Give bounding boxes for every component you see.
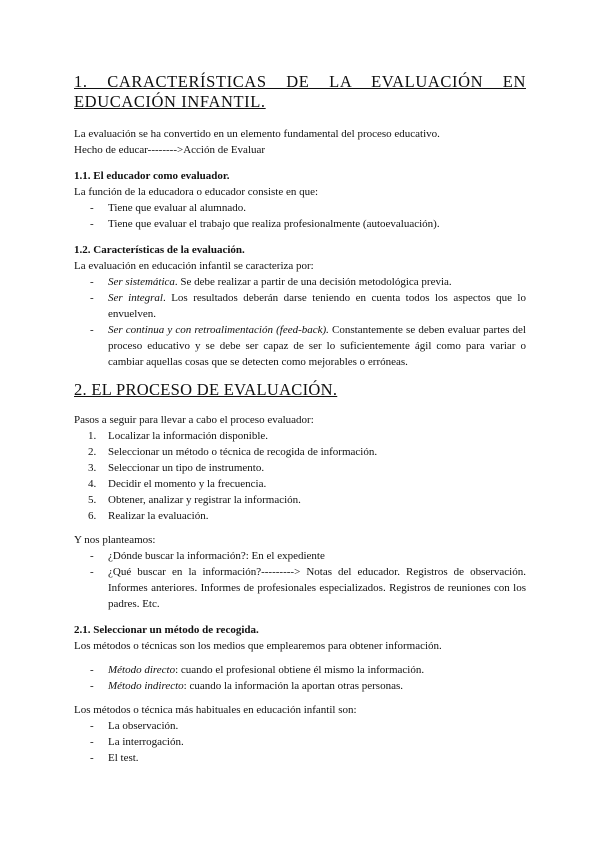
list-item: - El test. bbox=[90, 752, 139, 764]
list-item: - ¿Dónde buscar la información?: En el expediente bbox=[90, 550, 325, 562]
subsection-1-2-title: 1.2. Características de la evaluación. bbox=[74, 244, 245, 256]
list-item: 3. Seleccionar un tipo de instrumento. bbox=[88, 462, 265, 474]
section1-intro: La evaluación se ha convertido en un elemento fundamental del proceso educativo. bbox=[74, 128, 440, 140]
term: Ser sistemática bbox=[108, 276, 175, 288]
bullet-dash: - bbox=[90, 752, 94, 764]
bullet-dash: - bbox=[90, 202, 94, 214]
methods-list bbox=[74, 662, 526, 694]
bullet-dash: - bbox=[90, 680, 94, 692]
list-item: - Método directo: cuando el profesional obtiene él mismo la información. bbox=[90, 664, 425, 676]
section2-intro: Pasos a seguir para llevar a cabo el proceso evaluador: bbox=[74, 414, 314, 426]
list-item: - Ser sistemática. Se debe realizar a partir de una decisión metodológica previa. bbox=[90, 276, 452, 288]
subsection-1-1-text: La función de la educadora o educador consiste en que: bbox=[74, 186, 319, 198]
step-number: 2. bbox=[88, 446, 97, 458]
bullet-dash: - bbox=[90, 292, 94, 304]
list-item: - Tiene que evaluar al alumnado. bbox=[90, 202, 246, 214]
step-number: 4. bbox=[88, 478, 97, 490]
bullet-dash: - bbox=[90, 276, 94, 288]
list-item: 6. Realizar la evaluación. bbox=[88, 510, 209, 522]
term: Ser continua y con retroalimentación (feed-back). bbox=[108, 324, 329, 336]
list-item: 1. Localizar la información disponible. bbox=[88, 430, 269, 442]
list-item: 2. Seleccionar un método o técnica de recogida de información. bbox=[88, 446, 378, 458]
list-item: - Ser integral. Los resultados deberán darse teniendo en cuenta todos los aspectos que lo envuelven. bbox=[90, 292, 526, 320]
bullet-dash: - bbox=[90, 550, 94, 562]
step-number: 5. bbox=[88, 494, 97, 506]
step-number: 1. bbox=[88, 430, 97, 442]
step-number: 3. bbox=[88, 462, 97, 474]
section2-title: 2. EL PROCESO DE EVALUACIÓN. bbox=[74, 380, 338, 399]
list-item: - Método indirecto: cuando la información la aportan otras personas. bbox=[90, 680, 403, 692]
step-number: 6. bbox=[88, 510, 97, 522]
steps-list bbox=[74, 428, 526, 524]
subsection-2-1-text: Los métodos o técnicas son los medios que emplearemos para obtener información. bbox=[74, 640, 442, 652]
educator-list bbox=[74, 200, 526, 232]
bullet-dash: - bbox=[90, 664, 94, 676]
list-item: - Tiene que evaluar el trabajo que realiza profesionalmente (autoevaluación). bbox=[90, 218, 440, 230]
bullet-dash: - bbox=[90, 324, 94, 336]
subsection-1-2-text: La evaluación en educación infantil se caracteriza por: bbox=[74, 260, 314, 272]
list-item: 5. Obtener, analizar y registrar la información. bbox=[88, 494, 301, 506]
habitual-methods-list bbox=[74, 718, 526, 766]
questions-intro: Y nos planteamos: bbox=[74, 534, 156, 546]
term: Método directo bbox=[108, 664, 176, 676]
habitual-methods-intro: Los métodos o técnica más habituales en educación infantil son: bbox=[74, 704, 357, 716]
bullet-dash: - bbox=[90, 736, 94, 748]
bullet-dash: - bbox=[90, 566, 94, 578]
term: Ser integral bbox=[108, 292, 163, 304]
subsection-2-1-title: 2.1. Seleccionar un método de recogida. bbox=[74, 624, 259, 636]
section1-intro-2: Hecho de educar-------->Acción de Evaluar bbox=[74, 144, 266, 156]
subsection-1-1-title: 1.1. El educador como evaluador. bbox=[74, 170, 230, 182]
list-item: - La observación. bbox=[90, 720, 179, 732]
list-item: - Ser continua y con retroalimentación (feed-back). Constantemente se deben evaluar partes del proceso educativo y se debe ser capaz de ser lo suficientemente ágil como para variar o cambiar aquellas cosas que se detecten como mejorables o erróneas. bbox=[90, 324, 526, 368]
term: Método indirecto bbox=[108, 680, 184, 692]
list-item: - La interrogación. bbox=[90, 736, 184, 748]
section1-title: 1. CARACTERÍSTICAS DE LA EVALUACIÓN EN EDUCACIÓN INFANTIL. bbox=[74, 72, 526, 111]
characteristics-list bbox=[74, 274, 526, 370]
questions-list bbox=[74, 548, 526, 612]
bullet-dash: - bbox=[90, 720, 94, 732]
list-item: - ¿Qué buscar en la información?---------> Notas del educador. Registros de observación. Informes anteriores. Informes de profesionales especializados. Registros de reuniones con los padres. Etc. bbox=[90, 566, 526, 610]
bullet-dash: - bbox=[90, 218, 94, 230]
list-item: 4. Decidir el momento y la frecuencia. bbox=[88, 478, 267, 490]
